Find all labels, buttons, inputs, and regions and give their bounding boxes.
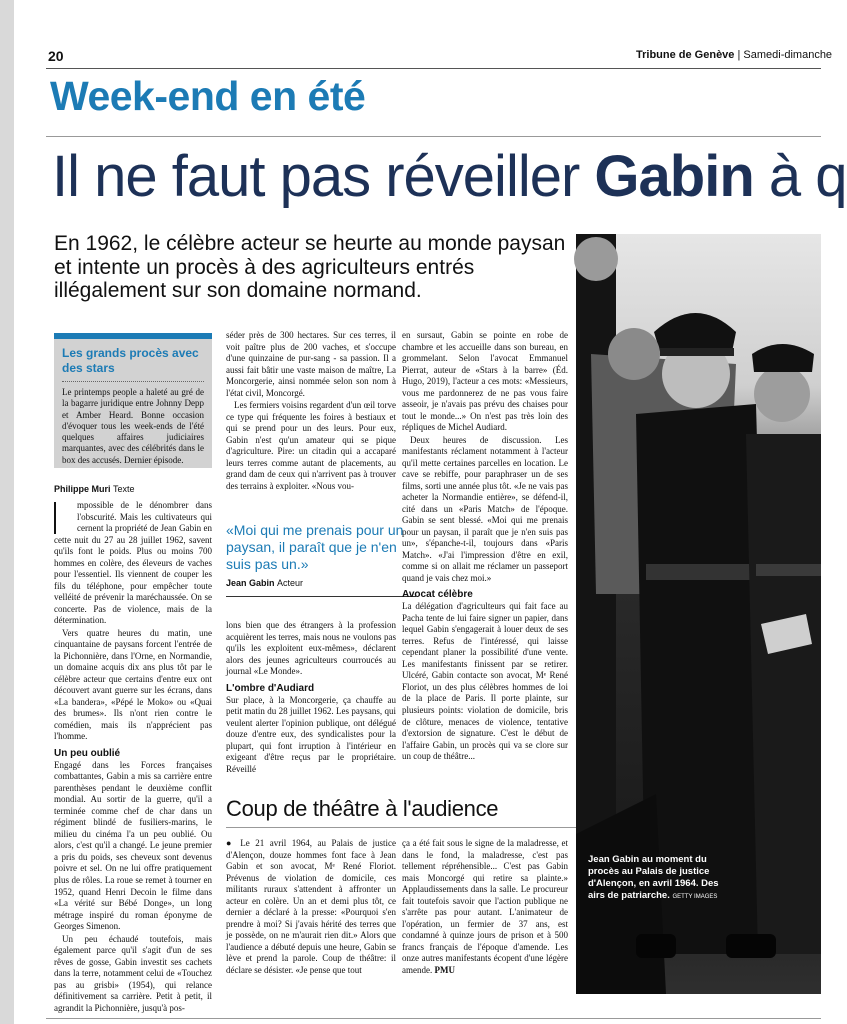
subheading: L'ombre d'Audiard	[226, 682, 315, 694]
paragraph: Les fermiers voisins regardent d'un œil torve ce type qui fréquente les foires à bestiaux et qui se prend pour un des leurs. Pour eux, Gabin n'est qu'un amateur qui se pique d'agriculture. Pire: un citadin qui a accaparé leurs terres comme autant de placements, au grand dam de ceux qui n'arrivent pas à trouver des terrains à exploiter. «Nous vou-	[226, 400, 396, 491]
pull-quote	[226, 522, 416, 597]
pull-quote-author: Jean Gabin Acteur	[226, 578, 304, 589]
subheading: Avocat célèbre	[402, 589, 473, 601]
paragraph: séder près de 300 hectares. Sur ces terres, il voit paître plus de 200 vaches, et s'occupe d'une quinzaine de pur-sang - sa passion. Il a aussi fait bâtir une vaste maison de maître, La Moncorgerie, ainsi nommée selon son nom à l'état civil, Moncorgé.	[226, 330, 396, 398]
pull-quote-text: «Moi qui me prenais pour un paysan, il paraît que je n'en suis pas un.»	[226, 522, 404, 572]
headline: Il ne faut pas réveiller Gabin à q	[52, 144, 847, 209]
issue-date: | Samedi-dimanche	[737, 49, 833, 61]
photo-caption: Jean Gabin au moment du procès au Palais de justice d'Alençon, en avril 1964. Des airs de patriarche. GETTY IMAGES	[588, 854, 719, 901]
paragraph: Vers quatre heures du matin, une cinquantaine de paysans forcent l'entrée de la Pichonnière, dans l'Orne, en Normandie, un domaine acquis dix ans plus tôt par le célèbre acteur que certains d'entre eux ont découvert avant guerre sur les écrans, dans «La bandera», «Pépé le Moko» ou «Quai des brumes». Ils n'ont rien contre le comédien, mais ils n'apprécient pas l'homme.	[54, 627, 212, 742]
drop-cap-initial	[54, 502, 73, 534]
author-signature: PMU	[434, 964, 455, 975]
byline: Philippe Muri Texte	[54, 484, 135, 494]
page-header	[46, 44, 833, 69]
paragraph: ça a été fait sous le signe de la maladresse, et dans le fond, la maladresse, c'est pas tellement répréhensible... C'est pas Gabin mais Moncorgé qui retire sa plainte.» Applaudissements dans la salle. Le procureur fait toutefois savoir que l'action publique ne s'arrête pas pour autant. L'animateur de l'opération, un fermier de 37 ans, est condamné à quinze jours de prison et à 500 francs français de l'époque d'amende. Les onze autres manifestants écopent d'une légère amende. PMU	[402, 838, 568, 975]
article-column-2a	[226, 330, 396, 518]
photo-credit: GETTY IMAGES	[672, 893, 718, 900]
paragraph: Engagé dans les Forces françaises combattantes, Gabin a mis sa carrière entre parenthèses pendant le deuxième conflit mondial. Au sortir de la guerre, qu'il a terminée comme chef de char dans un régiment blindé de fusiliers-marins, le milieu du cinéma l'a un peu oublié. Ou alors, c'est qu'il a changé. Le jeune premier a pris du poids, ses cheveux sont devenus poivre et sel. On ne lui offre pratiquement plus de rôles. La roue se remet à tourner en 1952, quand Henri Decoin le filme dans «La vérité sur Bébé Donge», un long métrage inspiré du roman éponyme de Georges Simenon.	[54, 759, 212, 932]
page-number: 20	[48, 48, 64, 64]
article-deck: En 1962, le célèbre acteur se heurte au monde paysan et intente un procès à des agriculteurs entrés illégalement sur son domaine normand.	[54, 232, 566, 303]
paragraph: Deux heures de discussion. Les manifestants réclament notamment à l'acteur qu'il mette certaines parcelles en location. Le cave se rebiffe, pour paraphraser un de ses films, sorti une année plus tôt. «Je ne vais pas acheter la Normandie entière», se défend-il, cité dans un «Paris Match» de l'époque. Gabin se sent blessé. «Moi qui me prenais pour un paysan, il paraît que je n'en suis pas un», s'épanche-t-il, toujours dans «Paris Match». «J'ai l'impression d'être en exil, comme si on allait me réclamer un passeport quand je vais chez moi.»	[402, 434, 568, 583]
paragraph: en sursaut, Gabin se pointe en robe de chambre et les accueille dans son bureau, en grommelant. Selon l'avocat Emmanuel Pierrat, auteur de «Stars à la barre» (Éd. Hugo, 2019), l'acteur a ces mots: «Messieurs, vous me pardonnerez de ne pas vous faire asseoir, je n'avais pas prévu des chaises pour tout le monde...» On n'est pas très loin des répliques de Michel Audiard.	[402, 330, 568, 433]
paragraph: Sur place, à la Moncorgerie, ça chauffe au petit matin du 28 juillet 1962. Les paysans, qui veulent alerter l'opinion publique, ont délégué douze d'entre eux, des syndicalistes pour la plupart, qui font irruption à l'intérieur en exigeant d'être reçus par le propriétaire. Réveillé	[226, 694, 396, 774]
section-rubric: Week-end en été	[50, 73, 366, 119]
paragraph: La délégation d'agriculteurs qui fait face au Pacha tente de lui faire signer un papier, dans lequel Gabin s'engagerait à louer deux de ses terres. Refus de l'intéressé, qui laisse cependant planer la possibilité d'une vente. Les manifestants finissent par se retirer. Ulcéré, Gabin contacte son avocat, Mᵉ René Floriot, un des plus célèbres hommes de loi de la place de Paris. Il porte plainte, sur plusieurs points: violation de domicile, bris de clôture, menaces de violence, tentative d'extorsion de signature. C'est le début de l'affaire Gabin, un procès qui va se clore sur un coup de théâtre...	[402, 601, 568, 762]
paragraph: mpossible de le dénombrer dans l'obscurité. Mais les cultivateurs qui cernent la propriété de Jean Gabin en cette nuit du 27 au 28 juillet 1962, savent qu'ils font le poids. Plus ou moins 700 hommes en colère, des éleveurs de vaches pour l'essentiel. Ils viennent de couper les fils du téléphone, pour empêcher toute velléité de prévenir la maréchaussée. On se concerte. Pas de violence, mais de la détermination.	[54, 500, 212, 626]
sidebar-heading: Coup de théâtre à l'audience	[226, 796, 580, 828]
series-box-text: Le printemps people a haleté au gré de la bagarre juridique entre Johnny Depp et Amber Heard. Bonne occasion d'évoquer tous les week-ends de l'été quelques affaires judiciaires marquantes, avec des célébrités dans le box des accusés. Dernier épisode.	[62, 387, 204, 465]
paragraph: lons bien que des étrangers à la profession acquièrent les terres, mais nous ne voulons pas qu'ils les exploitent eux-mêmes», déclarent alors des jeunes agriculteurs courroucés au journal «Le Monde».	[226, 620, 396, 677]
divider	[46, 1018, 821, 1019]
series-box-bar	[54, 333, 212, 339]
article-column-1	[54, 500, 212, 1015]
article-column-3	[402, 330, 568, 790]
divider	[62, 381, 204, 382]
page-fold-edge	[0, 0, 14, 1024]
photo-jean-gabin-trial	[576, 234, 821, 994]
divider	[226, 596, 416, 597]
newspaper-page	[46, 0, 847, 1024]
article-column-2b	[226, 620, 396, 790]
divider	[46, 136, 821, 137]
subheading: Un peu oublié	[54, 747, 121, 759]
series-box	[54, 333, 212, 468]
sidebar-column-2	[402, 838, 568, 1016]
sidebar-column-1	[226, 838, 396, 1016]
paragraph: Un peu échaudé toutefois, mais également parce qu'il s'agit d'un de ses rêves de gosse, Gabin investit ses cachets dans la terre, notamment celui de «Touchez pas au grisbi» (1954), qui relance définitivement sa carrière. Petit à petit, il agrandit la Pichonnière, jusqu'à pos-	[54, 933, 212, 1013]
paragraph: ● Le 21 avril 1964, au Palais de justice d'Alençon, douze hommes font face à Jean Gabin et son avocat, Mᵉ René Floriot. Prévenus de violation de domicile, ces militants ruraux s'attendent à affronter un acteur en colère. Un an et demi plus tôt, ce dernier a déclaré à la presse: «Pourquoi s'en prendre à moi? Si j'avais hérité des terres que je possède, on ne m'aurait rien dit.» Alors que l'audience a débuté depuis une heure, Gabin se lève et prend la parole. Coup de théâtre: il déclare se désister. «Je pense que tout	[226, 838, 397, 975]
series-box-title: Les grands procès avec des stars	[62, 346, 199, 375]
newspaper-name: Tribune de Genève | Samedi-dimanche	[636, 49, 833, 61]
